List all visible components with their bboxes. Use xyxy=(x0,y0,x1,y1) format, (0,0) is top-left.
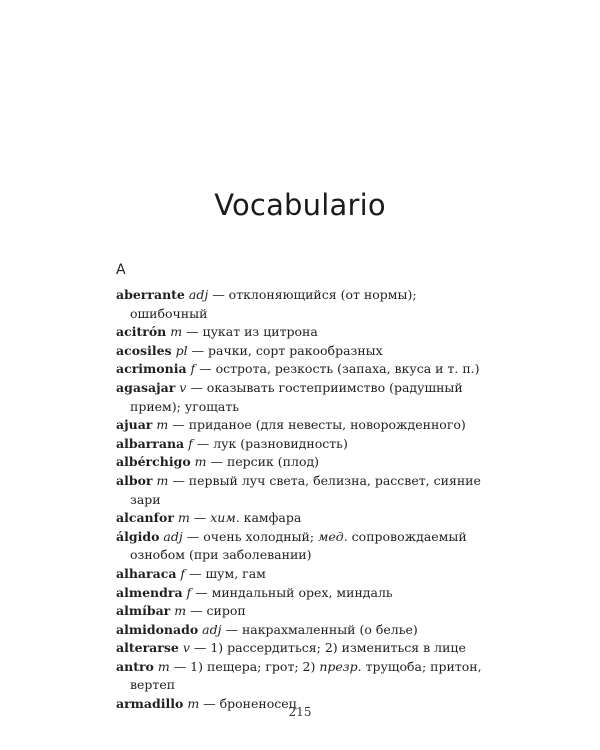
entry-grammar-label: m xyxy=(156,417,169,433)
vocabulary-entry xyxy=(116,602,496,621)
entry-headword: ajuar xyxy=(116,417,153,433)
entry-headword: alterarse xyxy=(116,640,179,656)
entry-definition: — лук (разновидность) xyxy=(192,435,348,451)
vocabulary-entry xyxy=(116,435,496,454)
entry-definition: — броненосец xyxy=(199,696,297,712)
vocabulary-entry xyxy=(116,323,496,342)
vocabulary-entry xyxy=(116,286,496,323)
entry-definition: — накрахмаленный (о белье) xyxy=(221,621,418,637)
entry-definition: — шум, гам xyxy=(185,565,266,581)
page-title: Vocabulario xyxy=(214,188,386,222)
entry-grammar-label: v xyxy=(182,640,190,656)
entry-headword: almendra xyxy=(116,584,183,600)
entry-grammar-label: m xyxy=(157,658,170,674)
entry-definition: — острота, резкость (запаха, вкуса и т. п.) xyxy=(195,361,480,377)
entry-headword: almidonado xyxy=(116,621,199,637)
entry-headword: acrimonia xyxy=(116,361,187,377)
entry-headword: aberrante xyxy=(116,287,185,302)
vocabulary-entry xyxy=(116,509,496,528)
entry-grammar-label: f xyxy=(190,361,196,377)
page-number: 215 xyxy=(288,705,312,719)
entry-grammar-label: m xyxy=(194,454,207,470)
entry-headword: alcanfor xyxy=(116,510,174,526)
vocabulary-entry xyxy=(116,658,496,695)
entry-grammar-label: m xyxy=(187,696,200,712)
entry-headword: almíbar xyxy=(116,603,171,619)
entry-grammar-label: pl xyxy=(175,342,188,358)
entry-headword: agasajar xyxy=(116,379,176,395)
entry-grammar-label: f xyxy=(180,565,186,581)
entry-grammar-label: m xyxy=(174,603,187,619)
entry-definition: — 1) рассердиться; 2) измениться в лице xyxy=(189,640,466,656)
entry-definition: — приданое (для невесты, новорожденного) xyxy=(168,417,466,433)
entry-grammar-label: m xyxy=(170,324,183,340)
entry-headword: albérchigo xyxy=(116,454,191,470)
entry-definition: — миндальный орех, миндаль xyxy=(191,584,393,600)
entry-grammar-label: adj xyxy=(202,621,222,637)
entry-headword: armadillo xyxy=(116,696,184,712)
entry-headword: acosiles xyxy=(116,342,172,358)
entry-grammar-label: f xyxy=(186,584,192,600)
entry-definition: — цукат из цитрона xyxy=(182,324,318,340)
entry-headword: álgido xyxy=(116,528,160,544)
entry-definition: — первый луч света, белизна, рассвет, сияние зари xyxy=(130,472,481,507)
entry-usage-label: презр. xyxy=(319,658,362,674)
entry-definition: — xyxy=(189,510,211,526)
vocabulary-entry xyxy=(116,379,496,416)
vocabulary-list xyxy=(116,286,496,714)
entry-grammar-label: m xyxy=(177,510,190,526)
entry-definition-continued: сопровождаемый ознобом (при заболевании) xyxy=(130,528,467,563)
vocabulary-entry xyxy=(116,360,496,379)
entry-grammar-label: m xyxy=(156,472,169,488)
entry-definition: — очень холодный; xyxy=(182,528,319,544)
section-letter: А xyxy=(116,262,126,278)
vocabulary-entry xyxy=(116,621,496,640)
entry-definition: — сироп xyxy=(186,603,246,619)
vocabulary-entry xyxy=(116,453,496,472)
entry-definition-continued: трущоба; притон, вертеп xyxy=(130,658,482,693)
entry-definition: — 1) пещера; грот; 2) xyxy=(169,658,320,674)
vocabulary-entry xyxy=(116,565,496,584)
entry-usage-label: мед. xyxy=(318,528,348,544)
entry-definition: — отклоняющийся (от нормы); ошибочный xyxy=(130,287,417,321)
entry-grammar-label: f xyxy=(188,435,193,451)
entry-headword: albarrana xyxy=(116,435,185,451)
entry-usage-label: хим. xyxy=(210,510,240,526)
entry-headword: acitrón xyxy=(116,324,167,340)
vocabulary-entry xyxy=(116,528,496,565)
entry-headword: alharaca xyxy=(116,565,177,581)
vocabulary-entry xyxy=(116,416,496,435)
entry-grammar-label: adj xyxy=(188,287,209,302)
vocabulary-entry xyxy=(116,639,496,658)
vocabulary-entry xyxy=(116,584,496,603)
entry-headword: antro xyxy=(116,658,154,674)
entry-definition-continued: камфара xyxy=(239,510,302,526)
entry-definition: — рачки, сорт ракообразных xyxy=(187,342,383,358)
entry-definition: — персик (плод) xyxy=(206,454,320,470)
vocabulary-entry xyxy=(116,472,496,509)
entry-headword: albor xyxy=(116,472,153,488)
entry-definition: — оказывать гостеприимство (радушный прием); угощать xyxy=(130,379,463,414)
entry-grammar-label: v xyxy=(179,379,187,395)
entry-grammar-label: adj xyxy=(163,528,183,544)
vocabulary-entry xyxy=(116,342,496,361)
